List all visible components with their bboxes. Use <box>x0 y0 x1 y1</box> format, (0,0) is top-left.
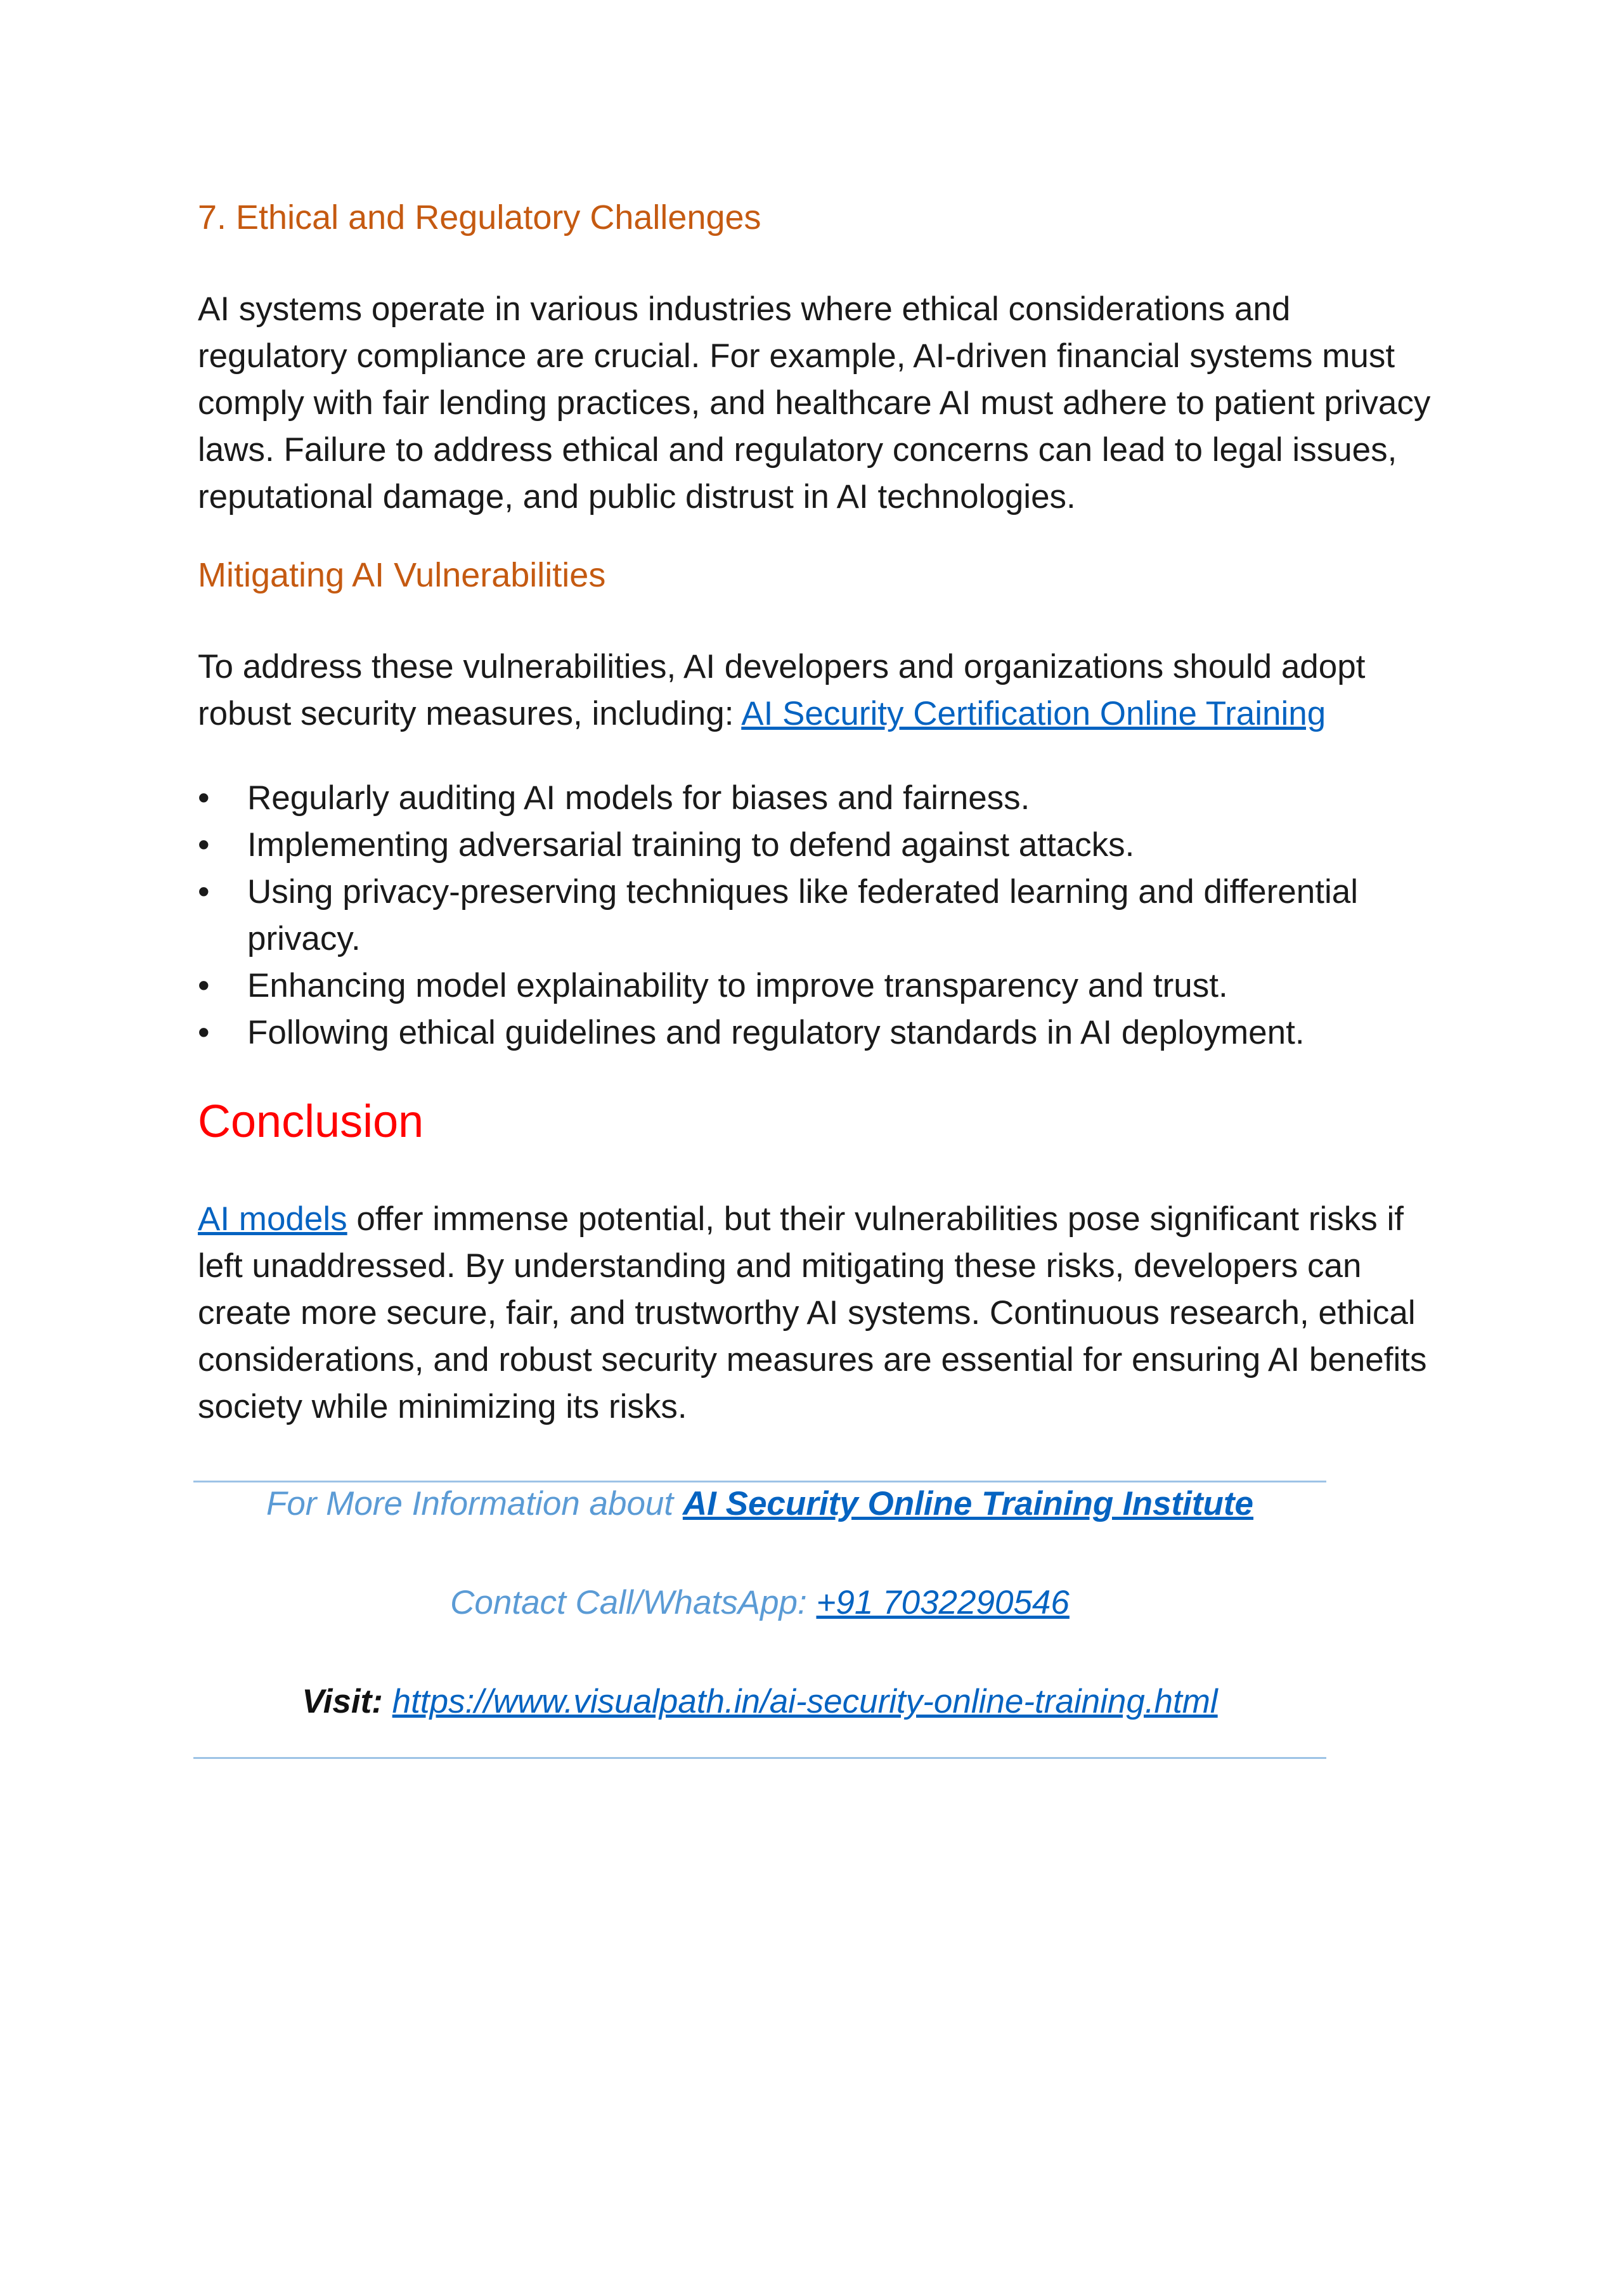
more-info-prefix: For More Information about <box>266 1485 683 1522</box>
list-item: • Using privacy-preserving techniques like federated learning and differential privacy. <box>198 869 1440 963</box>
visit-line <box>193 1678 1326 1725</box>
ai-models-link[interactable]: AI models <box>198 1200 347 1238</box>
training-institute-link[interactable]: AI Security Online Training Institute <box>682 1485 1254 1522</box>
phone-link[interactable]: +91 7032290546 <box>816 1584 1070 1621</box>
certification-training-link[interactable]: AI Security Certification Online Training <box>741 695 1326 732</box>
mitigating-intro-text: To address these vulnerabilities, AI developers and organizations should adopt robust security measures, including: <box>198 648 1366 732</box>
footer-bottom-divider <box>193 1757 1326 1759</box>
visit-label: Visit: <box>302 1683 383 1720</box>
contact-prefix: Contact Call/WhatsApp: <box>450 1584 817 1621</box>
list-item: • Enhancing model explainability to improve transparency and trust. <box>198 963 1440 1009</box>
contact-line <box>193 1579 1326 1626</box>
section-heading-ethical: 7. Ethical and Regulatory Challenges <box>198 198 761 237</box>
list-item: • Implementing adversarial training to defend against attacks. <box>198 822 1440 869</box>
conclusion-heading: Conclusion <box>198 1096 424 1147</box>
mitigation-list <box>198 775 1440 1056</box>
section-body-ethical: AI systems operate in various industries where ethical considerations and regulatory compliance are crucial. For example, AI-driven financial systems must comply with fair lending practices, and healthcare AI must adhere to patient privacy laws. Failure to address ethical and regulatory concerns can lead to legal issues, reputational damage, and public distrust in AI technologies. <box>198 290 1431 516</box>
conclusion-body-text: offer immense potential, but their vulnerabilities pose significant risks if left unaddressed. By understanding and mitigating these risks, developers can create more secure, fair, and trustworthy AI systems. Continuous research, ethical considerations, and robust security measures are essential for ensuring AI benefits society while minimizing its risks. <box>198 1200 1427 1425</box>
list-item: • Regularly auditing AI models for biases and fairness. <box>198 775 1440 822</box>
mitigating-intro <box>198 644 1440 737</box>
list-item: • Following ethical guidelines and regulatory standards in AI deployment. <box>198 1009 1440 1056</box>
more-info-line <box>193 1481 1326 1527</box>
conclusion-body <box>198 1196 1440 1430</box>
website-url-link[interactable]: https://www.visualpath.in/ai-security-online-training.html <box>392 1683 1218 1720</box>
section-heading-mitigating: Mitigating AI Vulnerabilities <box>198 556 606 594</box>
